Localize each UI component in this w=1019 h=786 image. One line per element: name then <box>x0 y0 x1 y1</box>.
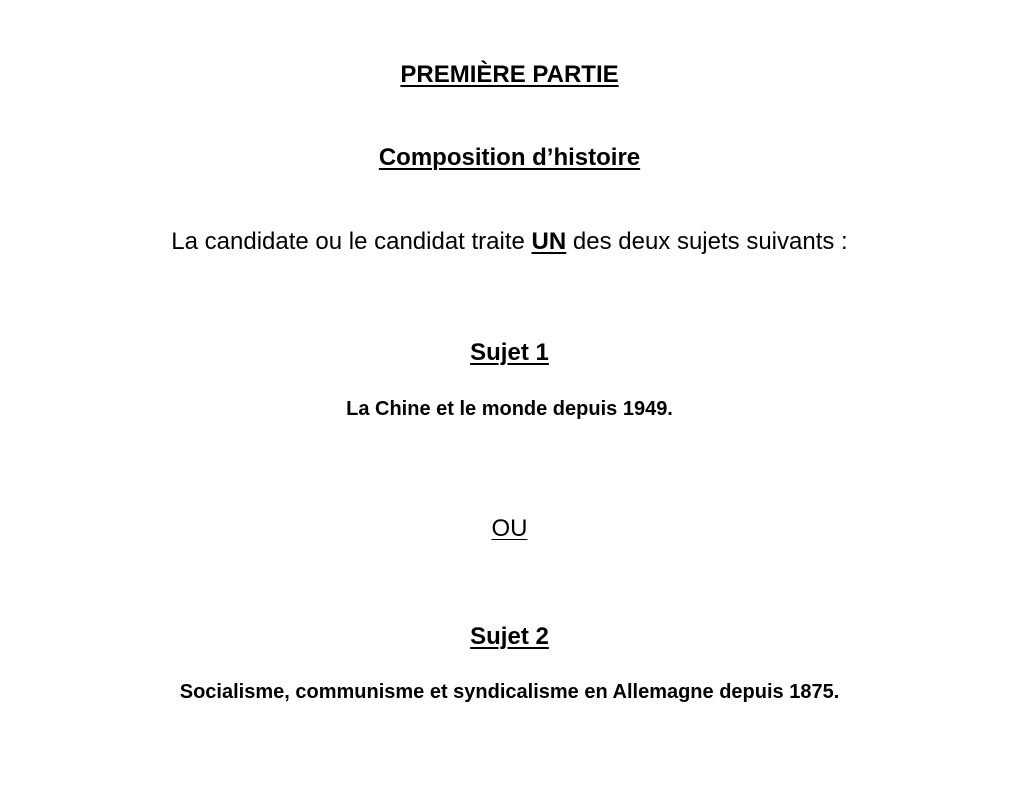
instruction-emphasis: UN <box>531 228 567 255</box>
part-title <box>0 63 1019 87</box>
section-title-text: Composition d’histoire <box>378 144 641 171</box>
section-title <box>0 146 1019 170</box>
subject-1-heading <box>0 341 1019 365</box>
subject-1-heading-text: Sujet 1 <box>470 339 549 366</box>
instruction-before: La candidate ou le candidat traite <box>171 228 532 255</box>
subject-2-heading <box>0 625 1019 649</box>
subject-2-text: Socialisme, communisme et syndicalisme en Allemagne depuis 1875. <box>179 681 840 703</box>
separator-text: OU <box>491 515 528 542</box>
part-title-text: PREMIÈRE PARTIE <box>400 61 619 88</box>
instruction-after: des deux sujets suivants : <box>566 228 848 255</box>
instruction <box>0 230 1019 254</box>
separator <box>0 517 1019 541</box>
subject-1-text: La Chine et le monde depuis 1949. <box>346 398 673 420</box>
subject-2-heading-text: Sujet 2 <box>470 623 549 650</box>
